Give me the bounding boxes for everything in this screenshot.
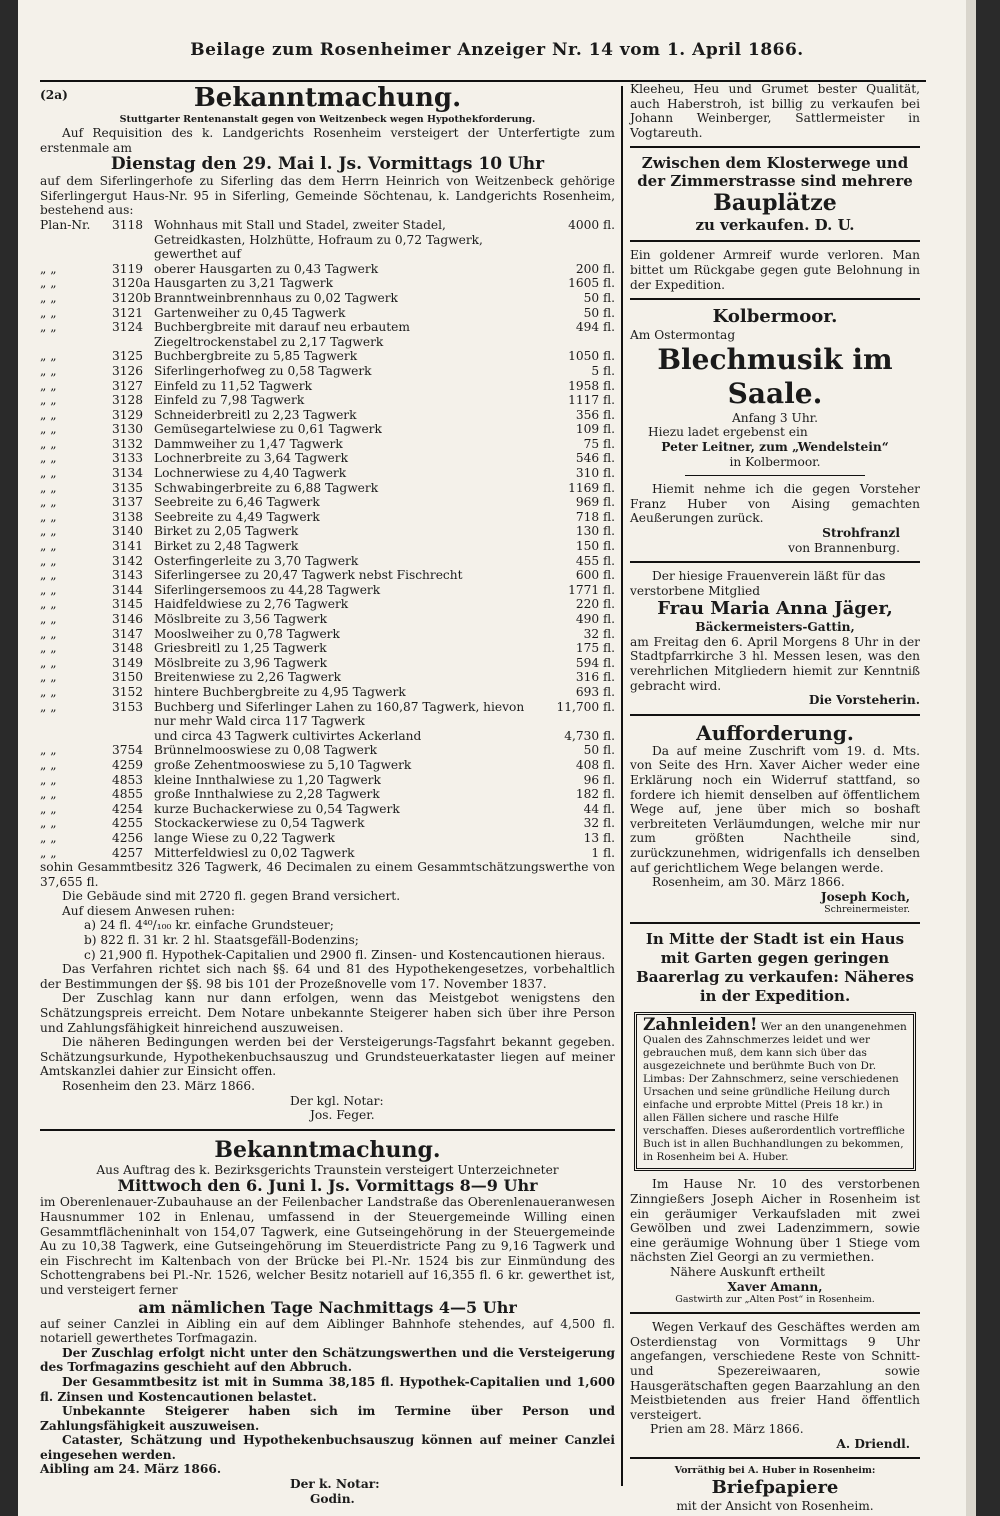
plot-row: [40, 408, 615, 423]
plot-row: [40, 729, 615, 744]
plot-plan: „ „: [40, 641, 57, 656]
plot-row: [40, 597, 615, 612]
plot-value: 356 fl.: [575, 407, 615, 422]
notice1-signature: [40, 1094, 615, 1123]
ad-retraction: Hiemit nehme ich die gegen Vorsteher Franz Huber von Aising gemachten Aeußerungen zurück.: [630, 482, 920, 526]
plot-plan: „ „: [40, 582, 57, 597]
plot-description: Siferlingersee zu 20,47 Tagwerk nebst Fischrecht: [154, 568, 463, 583]
plot-description: Lochnerbreite zu 3,64 Tagwerk: [154, 451, 348, 466]
plot-row: [40, 451, 615, 466]
plot-number: 4256: [112, 830, 144, 845]
plot-list: [40, 218, 615, 860]
plot-description: Breitenwiese zu 2,26 Tagwerk: [154, 670, 341, 685]
plot-value: 50 fl.: [583, 305, 615, 320]
plot-description: Dammweiher zu 1,47 Tagwerk: [154, 436, 343, 451]
divider: [40, 1129, 615, 1131]
ad-retraction-loc: von Brannenburg.: [788, 540, 900, 555]
plot-value: 969 fl.: [575, 495, 615, 510]
plot-row: [40, 656, 615, 671]
plot-description: Stockackerwiese zu 0,54 Tagwerk: [154, 816, 365, 831]
plot-plan: „ „: [40, 743, 57, 758]
plot-row: [40, 306, 615, 321]
plot-value: 1958 fl.: [568, 378, 615, 393]
plot-value: 11,700 fl.: [556, 699, 615, 714]
notice2-para4: Cataster, Schätzung und Hypothekenbuchsauszug können auf meiner Canzlei eingesehen werden.: [40, 1433, 615, 1462]
plot-plan: „ „: [40, 684, 57, 699]
plot-value: 182 fl.: [575, 787, 615, 802]
plot-description: lange Wiese zu 0,22 Tagwerk: [154, 830, 335, 845]
ad-mass-intro: Der hiesige Frauenverein läßt für das verstorbene Mitglied: [630, 569, 886, 598]
ad-toothache-box: [634, 1012, 916, 1171]
plot-row: [40, 670, 615, 685]
plot-plan: „ „: [40, 845, 57, 860]
ad-shop: Im Hause Nr. 10 des verstorbenen Zinngießers Joseph Aicher in Rosenheim ist ein geräumiger Verkaufsladen mit zwei Gewölben und zwei Ladenzimmern, sowie eine geräumige Wohnung über 1 Stiege vom nächsten Ziel Georgi an zu vermiethen.: [630, 1177, 920, 1265]
ad-demand-title: Aufforderung.: [696, 720, 854, 745]
ad-toothache-head: Zahnleiden!: [643, 1015, 758, 1036]
ad-music-loc: in Kolbermoor.: [729, 454, 821, 469]
page-header: Beilage zum Rosenheimer Anzeiger Nr. 14 vom 1. April 1866.: [190, 40, 804, 60]
divider: [630, 922, 920, 924]
plot-plan: „ „: [40, 597, 57, 612]
plot-plan: „ „: [40, 539, 57, 554]
plot-row: [40, 291, 615, 306]
ad-sale-name: A. Driendl.: [836, 1436, 910, 1451]
plot-row: [40, 276, 615, 291]
plot-value: 32 fl.: [583, 816, 615, 831]
notice1-summary: sohin Gesammtbesitz 326 Tagwerk, 46 Decimalen zu einem Gesammtschätzungswerthe von 37,655 fl.: [40, 860, 615, 889]
plot-row: [40, 218, 615, 262]
page-edge: [966, 0, 976, 1516]
ad-stationery-line1: Vorräthig bei A. Huber in Rosenheim:: [674, 1465, 876, 1477]
burden-item: a) 24 fl. 4⁴⁰/₁₀₀ kr. einfache Grundsteuer;: [84, 918, 334, 933]
ad-music-invite: Hiezu ladet ergebenst ein: [648, 425, 808, 440]
divider: [685, 475, 865, 476]
burden-item: c) 21,900 fl. Hypothek-Capitalien und 2900 fl. Zinsen- und Kostencautionen hieraus.: [84, 947, 606, 962]
plot-description: Siferlingersemoos zu 44,28 Tagwerk: [154, 582, 381, 597]
plot-number: 3142: [112, 553, 144, 568]
plot-value: 310 fl.: [575, 466, 615, 481]
plot-value: 50 fl.: [583, 743, 615, 758]
plot-row: [40, 612, 615, 627]
ad-music-title: Blechmusik im Saale.: [657, 342, 893, 410]
plot-description: Osterfingerleite zu 3,70 Tagwerk: [154, 553, 359, 568]
plot-row: [40, 379, 615, 394]
plot-description: Schneiderbreitl zu 2,23 Tagwerk: [154, 407, 357, 422]
plot-description: Lochnerwiese zu 4,40 Tagwerk: [154, 466, 347, 481]
plot-description: Siferlingerhofweg zu 0,58 Tagwerk: [154, 363, 372, 378]
plot-value: 96 fl.: [583, 772, 615, 787]
plot-value: 109 fl.: [575, 422, 615, 437]
notary-label: Der k. Notar:: [290, 1477, 380, 1492]
notice1-para3: Die näheren Bedingungen werden bei der Versteigerungs-Tagsfahrt bekannt gegeben. Schätzungsurkunde, Hypothekenbuchsauszug und Grundsteuerkataster liegen auf meiner Amtskanzlei dahier zur Einsicht offen.: [40, 1035, 615, 1079]
plot-description: Möslbreite zu 3,96 Tagwerk: [154, 655, 327, 670]
plot-plan: „ „: [40, 830, 57, 845]
plot-row: [40, 802, 615, 817]
plot-description: Einfeld zu 7,98 Tagwerk: [154, 393, 305, 408]
ad-sale-date: Prien am 28. März 1866.: [650, 1422, 804, 1437]
plot-number: 3125: [112, 349, 144, 364]
plot-row: [40, 743, 615, 758]
divider: [630, 1312, 920, 1314]
plot-number: 3152: [112, 684, 144, 699]
plot-row: [40, 758, 615, 773]
plot-number: 3148: [112, 641, 144, 656]
notice2-body: im Oberenlenauer-Zubauhause an der Feilenbacher Landstraße das Oberenlenaueranwesen Hausnummer 102 in Enlenau, umfassend in der Steuergemeinde Willing einen Gesammtflächeninhalt von 154,07 Tagwerk, eine Gutseingehörung in der Steuergemeinde Au zu 10,38 Tagwerk, eine Gutseingehörung im Steuerdistricte Pang zu 9,16 Tagwerk und ein Fischrecht im Kaltenbach von der Brücke bei Pl.-Nr. 1524 bis zur Einmündung des Schottengrabens bei Pl.-Nr. 1526, welcher Besitz notariell auf 16,355 fl. 6 kr. gewerthet ist, und versteigert ferner: [40, 1195, 615, 1297]
plot-row: [40, 437, 615, 452]
plot-row: [40, 816, 615, 831]
plot-number: 3132: [112, 436, 144, 451]
divider: [630, 240, 920, 242]
notice1-para2: Der Zuschlag kann nur dann erfolgen, wenn das Meistgebot wenigstens den Schätzungspreis erreicht. Dem Notare unbekannte Steigerer haben sich über ihre Person und Zahlungsfähigkeit hinreichend auszuweisen.: [40, 991, 615, 1035]
plot-plan: „ „: [40, 626, 57, 641]
plot-row: [40, 481, 615, 496]
burdens-title: Auf diesem Anwesen ruhen:: [62, 903, 236, 918]
notice2-para2: Der Gesammtbesitz ist mit in Summa 38,185 fl. Hypothek-Capitalien und 1,600 fl. Zinsen und Kostencautionen belastet.: [40, 1374, 615, 1404]
plot-row: [40, 364, 615, 379]
plot-value: 718 fl.: [575, 509, 615, 524]
plot-number: 3153: [112, 699, 144, 714]
plot-row: [40, 627, 615, 642]
ad-stationery-line2: mit der Ansicht von Rosenheim.: [676, 1499, 874, 1514]
plot-number: 3120b: [112, 290, 151, 305]
ad-demand-date: Rosenheim, am 30. März 1866.: [652, 875, 845, 890]
plot-plan: „ „: [40, 363, 57, 378]
plot-number: 4853: [112, 772, 144, 787]
column-divider: [621, 86, 623, 1486]
plot-plan: „ „: [40, 772, 57, 787]
plot-plan: „ „: [40, 699, 57, 714]
plot-description: Seebreite zu 6,46 Tagwerk: [154, 495, 320, 510]
notice2-title: Bekanntmachung.: [214, 1136, 441, 1163]
plot-plan: „ „: [40, 495, 57, 510]
divider: [630, 561, 920, 563]
plot-description: große Innthalwiese zu 2,28 Tagwerk: [154, 787, 380, 802]
plot-description: Branntweinbrennhaus zu 0,02 Tagwerk: [154, 290, 398, 305]
notice1-date-line: Dienstag den 29. Mai l. Js. Vormittags 10 Uhr: [110, 154, 545, 175]
notice2-body2: auf seiner Canzlei in Aibling ein auf dem Aiblinger Bahnhofe stehendes, auf 4,500 fl. notariell gewerthetes Torfmagazin.: [40, 1316, 615, 1346]
notice2-date-line2: am nämlichen Tage Nachmittags 4—5 Uhr: [138, 1297, 517, 1317]
ad-sale: Wegen Verkauf des Geschäftes werden am Osterdienstag von Vormittags 9 Uhr angefangen, verschiedene Reste von Schnitt- und Spezereiwaaren, sowie Hausgerätschaften gegen Baarzahlung an den Meistbietenden aus freier Hand öffentlich versteigert.: [630, 1320, 920, 1422]
notary-name: Godin.: [310, 1491, 355, 1506]
plot-row: [40, 524, 615, 539]
ad-stationery-title: Briefpapiere: [711, 1477, 839, 1499]
plot-number: 3130: [112, 422, 144, 437]
plot-row: [40, 466, 615, 481]
plot-description: kurze Buchackerwiese zu 0,54 Tagwerk: [154, 801, 400, 816]
plot-number: 4255: [112, 816, 144, 831]
plot-value: 50 fl.: [583, 290, 615, 305]
plot-description: Wohnhaus mit Stall und Stadel, zweiter Stadel, Getreidkasten, Holzhütte, Hofraum zu 0,72 Tagwerk, gewerthet auf: [154, 217, 483, 262]
plot-row: [40, 495, 615, 510]
notice1-subtitle: Stuttgarter Rentenanstalt gegen von Weitzenbeck wegen Hypothekforderung.: [119, 114, 536, 125]
plot-number: 3133: [112, 451, 144, 466]
plot-description: Möslbreite zu 3,56 Tagwerk: [154, 612, 327, 626]
plot-row: [40, 393, 615, 408]
plot-number: 3140: [112, 524, 144, 539]
notice2-para3: Unbekannte Steigerer haben sich im Termine über Person und Zahlungsfähigkeit auszuweisen.: [40, 1404, 615, 1433]
plot-number: 3121: [112, 305, 144, 320]
plot-plan: „ „: [40, 436, 57, 451]
plot-description: Schwabingerbreite zu 6,88 Tagwerk: [154, 480, 379, 495]
plot-value: 494 fl.: [575, 320, 615, 335]
plot-description: Gartenweiher zu 0,45 Tagwerk: [154, 305, 346, 320]
ad-mass-role: Bäckermeisters-Gattin,: [695, 620, 855, 635]
plot-plan: „ „: [40, 393, 57, 408]
plot-row: [40, 349, 615, 364]
plot-row: [40, 320, 615, 349]
ad-mass-sign: Die Vorsteherin.: [808, 693, 920, 708]
plot-plan: „ „: [40, 261, 57, 276]
plot-row: [40, 262, 615, 277]
plot-value: 44 fl.: [583, 801, 615, 816]
plot-value: 150 fl.: [575, 539, 615, 554]
plot-value: 175 fl.: [575, 641, 615, 656]
plot-number: 3138: [112, 509, 144, 524]
plot-value: 1771 fl.: [568, 582, 615, 597]
plot-value: 594 fl.: [575, 655, 615, 670]
plot-description: Buchbergbreite zu 5,85 Tagwerk: [154, 349, 358, 364]
plot-plan: „ „: [40, 466, 57, 481]
plot-number: 4855: [112, 787, 144, 802]
plot-description: Mitterfeldwiesl zu 0,02 Tagwerk: [154, 845, 355, 860]
divider: [630, 714, 920, 716]
plot-description: Hausgarten zu 3,21 Tagwerk: [154, 276, 333, 291]
ad-shop-name: Xaver Amann,: [727, 1279, 823, 1294]
divider: [630, 1457, 920, 1459]
plot-number: 4254: [112, 801, 144, 816]
ad-hay: Kleeheu, Heu und Grumet bester Qualität, auch Haberstroh, ist billig zu verkaufen bei Johann Weinberger, Sattlermeister in Vogtareuth.: [630, 82, 920, 140]
notice2-date: Aibling am 24. März 1866.: [40, 1462, 222, 1477]
plot-number: 3150: [112, 670, 144, 685]
plot-number: 3129: [112, 407, 144, 422]
ad-retraction-name: Strohfranzl: [822, 525, 900, 540]
ad-demand-role: Schreinermeister.: [824, 904, 910, 916]
plot-value: 1169 fl.: [568, 480, 615, 495]
plot-description: Gemüsegartelwiese zu 0,61 Tagwerk: [154, 422, 382, 437]
ad-mass-body: am Freitag den 6. April Morgens 8 Uhr in der Stadtpfarrkirche 3 hl. Messen lesen, was den verehrlichen Mitgliedern hiemit zur Kenntniß gebracht wird.: [630, 634, 920, 693]
plot-value: 1 fl.: [591, 845, 615, 860]
plot-row: [40, 539, 615, 554]
plot-description: Birket zu 2,05 Tagwerk: [154, 524, 299, 539]
plot-number: 3146: [112, 612, 144, 626]
plot-number: 3124: [112, 320, 144, 335]
plot-description: und circa 43 Tagwerk cultivirtes Ackerland: [154, 728, 422, 743]
ad-plots-line2: Bauplätze: [713, 190, 837, 217]
ad-shop-role: Gastwirth zur „Alten Post“ in Rosenheim.: [675, 1294, 875, 1306]
plot-number: 3127: [112, 378, 144, 393]
plot-row: [40, 846, 615, 861]
plot-description: Griesbreitl zu 1,25 Tagwerk: [154, 641, 327, 656]
plot-value: 693 fl.: [575, 684, 615, 699]
plot-row: [40, 787, 615, 802]
plot-value: 32 fl.: [583, 626, 615, 641]
plot-plan: „ „: [40, 320, 57, 335]
plot-number: 3134: [112, 466, 144, 481]
ad-shop-info: Nähere Auskunft ertheilt: [670, 1264, 825, 1279]
ad-demand-body: Da auf meine Zuschrift vom 19. d. Mts. von Seite des Hrn. Xaver Aicher weder eine Erklärung noch ein Widerruf stattfand, so fordere ich hiemit denselben auf öffentlichem Wege auf, jene über mich so boshaft verbreiteten Verläumdungen, welche mir nur zum größten Nachtheile sind, zurückzunehmen, widrigenfalls ich denselben auf gerichtlichem Wege belangen werde.: [630, 743, 920, 875]
notice1-title: Bekanntmachung.: [193, 83, 462, 113]
plot-row: [40, 583, 615, 598]
plot-value: 200 fl.: [575, 261, 615, 276]
ad-bracelet: Ein goldener Armreif wurde verloren. Man bittet um Rückgabe gegen gute Belohnung in der Expedition.: [630, 248, 920, 292]
plot-value: 455 fl.: [575, 553, 615, 568]
plot-plan: „ „: [40, 655, 57, 670]
plot-row: [40, 773, 615, 788]
plot-description: Birket zu 2,48 Tagwerk: [154, 539, 299, 554]
plot-description: Brünnelmooswiese zu 0,08 Tagwerk: [154, 743, 378, 758]
plot-row: [40, 554, 615, 569]
plot-plan: „ „: [40, 276, 57, 291]
plot-row: [40, 568, 615, 583]
plot-description: oberer Hausgarten zu 0,43 Tagwerk: [154, 261, 379, 276]
plot-plan: „ „: [40, 349, 57, 364]
plot-value: 1117 fl.: [568, 393, 615, 408]
newspaper-page: [18, 0, 976, 1516]
plot-value: 408 fl.: [575, 757, 615, 772]
plot-plan: „ „: [40, 480, 57, 495]
plot-plan: „ „: [40, 422, 57, 437]
plot-number: 3143: [112, 568, 144, 583]
plot-value: 5 fl.: [591, 363, 615, 378]
plot-plan: „ „: [40, 378, 57, 393]
plot-number: 3128: [112, 393, 144, 408]
ad-music-time: Anfang 3 Uhr.: [731, 410, 819, 425]
ad-music-place: Kolbermoor.: [712, 306, 838, 328]
plot-plan: „ „: [40, 553, 57, 568]
plot-plan: „ „: [40, 509, 57, 524]
plot-description: Buchbergbreite mit darauf neu erbautem Ziegeltrockenstabel zu 2,17 Tagwerk: [154, 320, 410, 349]
plot-plan: „ „: [40, 787, 57, 802]
plot-row: [40, 510, 615, 525]
plot-row: [40, 422, 615, 437]
plot-number: 3118: [112, 217, 144, 232]
plot-value: 13 fl.: [583, 830, 615, 845]
plot-number: 3141: [112, 539, 144, 554]
plot-description: Mooslweiher zu 0,78 Tagwerk: [154, 626, 340, 641]
ad-plots-line3: zu verkaufen. D. U.: [695, 216, 855, 235]
page-tag: (2a): [40, 88, 68, 102]
plot-plan: „ „: [40, 407, 57, 422]
plot-number: 3145: [112, 597, 144, 612]
plot-value: 4000 fl.: [568, 217, 615, 232]
notice1-intro: Auf Requisition des k. Landgerichts Rosenheim versteigert der Unterfertigte zum erstenmale am: [40, 126, 615, 155]
plot-value: 490 fl.: [575, 612, 615, 626]
plot-number: 3149: [112, 655, 144, 670]
plot-plan: „ „: [40, 612, 57, 626]
plot-row: [40, 831, 615, 846]
plot-number: 4259: [112, 757, 144, 772]
plot-number: 3137: [112, 495, 144, 510]
plot-value: 546 fl.: [575, 451, 615, 466]
plot-plan: Plan-Nr.: [40, 217, 91, 232]
divider: [630, 146, 920, 148]
burden-item: b) 822 fl. 31 kr. 2 hl. Staatsgefäll-Bodenzins;: [84, 933, 359, 948]
plot-number: 4257: [112, 845, 144, 860]
plot-number: 3119: [112, 261, 144, 276]
plot-plan: „ „: [40, 568, 57, 583]
divider: [630, 298, 920, 300]
plot-value: 1605 fl.: [568, 276, 615, 291]
plot-value: 1050 fl.: [568, 349, 615, 364]
left-column: [40, 82, 615, 1506]
notice1-para1: Das Verfahren richtet sich nach §§. 64 und 81 des Hypothekengesetzes, vorbehaltlich der Bestimmungen der §§. 98 bis 101 der Prozeßnovelle vom 17. November 1837.: [40, 962, 615, 991]
plot-description: große Zehentmooswiese zu 5,10 Tagwerk: [154, 757, 412, 772]
plot-plan: „ „: [40, 305, 57, 320]
plot-value: 130 fl.: [575, 524, 615, 539]
plot-description: Haidfeldwiese zu 2,76 Tagwerk: [154, 597, 349, 612]
plot-plan: „ „: [40, 524, 57, 539]
plot-number: 3126: [112, 363, 144, 378]
plot-value: 4,730 fl.: [564, 728, 615, 743]
plot-number: 3135: [112, 480, 144, 495]
ad-music-name: Peter Leitner, zum „Wendelstein“: [661, 439, 889, 454]
ad-mass-name: Frau Maria Anna Jäger,: [657, 598, 893, 620]
plot-plan: „ „: [40, 801, 57, 816]
notary-name: Jos. Feger.: [310, 1108, 375, 1123]
plot-plan: „ „: [40, 757, 57, 772]
plot-value: 75 fl.: [583, 436, 615, 451]
notice1-location: auf dem Siferlingerhofe zu Siferling das dem Herrn Heinrich von Weitzenbeck gehörige Siferlingergut Haus-Nr. 95 in Siferling, Gemeinde Söchtenau, k. Landgerichts Rosenheim, bestehend aus:: [40, 174, 615, 218]
plot-description: kleine Innthalwiese zu 1,20 Tagwerk: [154, 772, 381, 787]
ad-house: In Mitte der Stadt ist ein Haus mit Garten gegen geringen Baarerlag zu verkaufen: Näheres in der Expedition.: [636, 930, 914, 1006]
ad-plots-line1: Zwischen dem Klosterwege und der Zimmerstrasse sind mehrere: [637, 154, 913, 191]
plot-plan: „ „: [40, 670, 57, 685]
notice2-intro: Aus Auftrag des k. Bezirksgerichts Traunstein versteigert Unterzeichneter: [96, 1162, 559, 1177]
plot-plan: „ „: [40, 451, 57, 466]
plot-row: [40, 685, 615, 700]
plot-value: 220 fl.: [575, 597, 615, 612]
notice2-signature: [40, 1477, 615, 1506]
notary-label: Der kgl. Notar:: [290, 1093, 384, 1108]
ad-toothache-body: Wer an den unangenehmen Qualen des Zahnschmerzes leidet und wer gebrauchen muß, dem kann sich über das ausgezeichnete und berühmte Buch von Dr. Limbas: Der Zahnschmerz, seine verschiedenen Ursachen und seine gründliche Heilung durch einfache und erprobte Mittel (Preis 18 kr.) in allen Fällen sichere und rasche Hilfe verschaffen. Dieses außerordentlich vortreffliche Buch ist in allen Buchhandlungen zu bekommen, in Rosenheim bei A. Huber.: [643, 1021, 907, 1164]
plot-row: [40, 700, 615, 729]
plot-description: Buchberg und Siferlinger Lahen zu 160,87 Tagwerk, hievon nur mehr Wald circa 117 Tagwerk: [154, 699, 525, 729]
notice2-para1: Der Zuschlag erfolgt nicht unter den Schätzungswerthen und die Versteigerung des Torfmagazins geschieht auf den Abbruch.: [40, 1345, 615, 1375]
plot-value: 600 fl.: [575, 568, 615, 583]
ad-demand-name: Joseph Koch,: [820, 889, 910, 904]
plot-number: 3120a: [112, 276, 151, 291]
plot-value: 316 fl.: [575, 670, 615, 685]
plot-number: 3147: [112, 626, 144, 641]
plot-row: [40, 641, 615, 656]
plot-number: 3754: [112, 743, 144, 758]
ad-music-day: Am Ostermontag: [630, 328, 736, 343]
plot-plan: „ „: [40, 290, 57, 305]
plot-description: Seebreite zu 4,49 Tagwerk: [154, 509, 320, 524]
plot-description: Einfeld zu 11,52 Tagwerk: [154, 378, 312, 393]
notice1-insurance: Die Gebäude sind mit 2720 fl. gegen Brand versichert.: [62, 889, 401, 904]
notice1-date: Rosenheim den 23. März 1866.: [62, 1079, 255, 1093]
plot-plan: „ „: [40, 816, 57, 831]
notice2-date-line: Mittwoch den 6. Juni l. Js. Vormittags 8—9 Uhr: [117, 1176, 538, 1196]
plot-description: hintere Buchbergbreite zu 4,95 Tagwerk: [154, 684, 406, 699]
right-column: [630, 82, 920, 1514]
plot-number: 3144: [112, 582, 144, 597]
